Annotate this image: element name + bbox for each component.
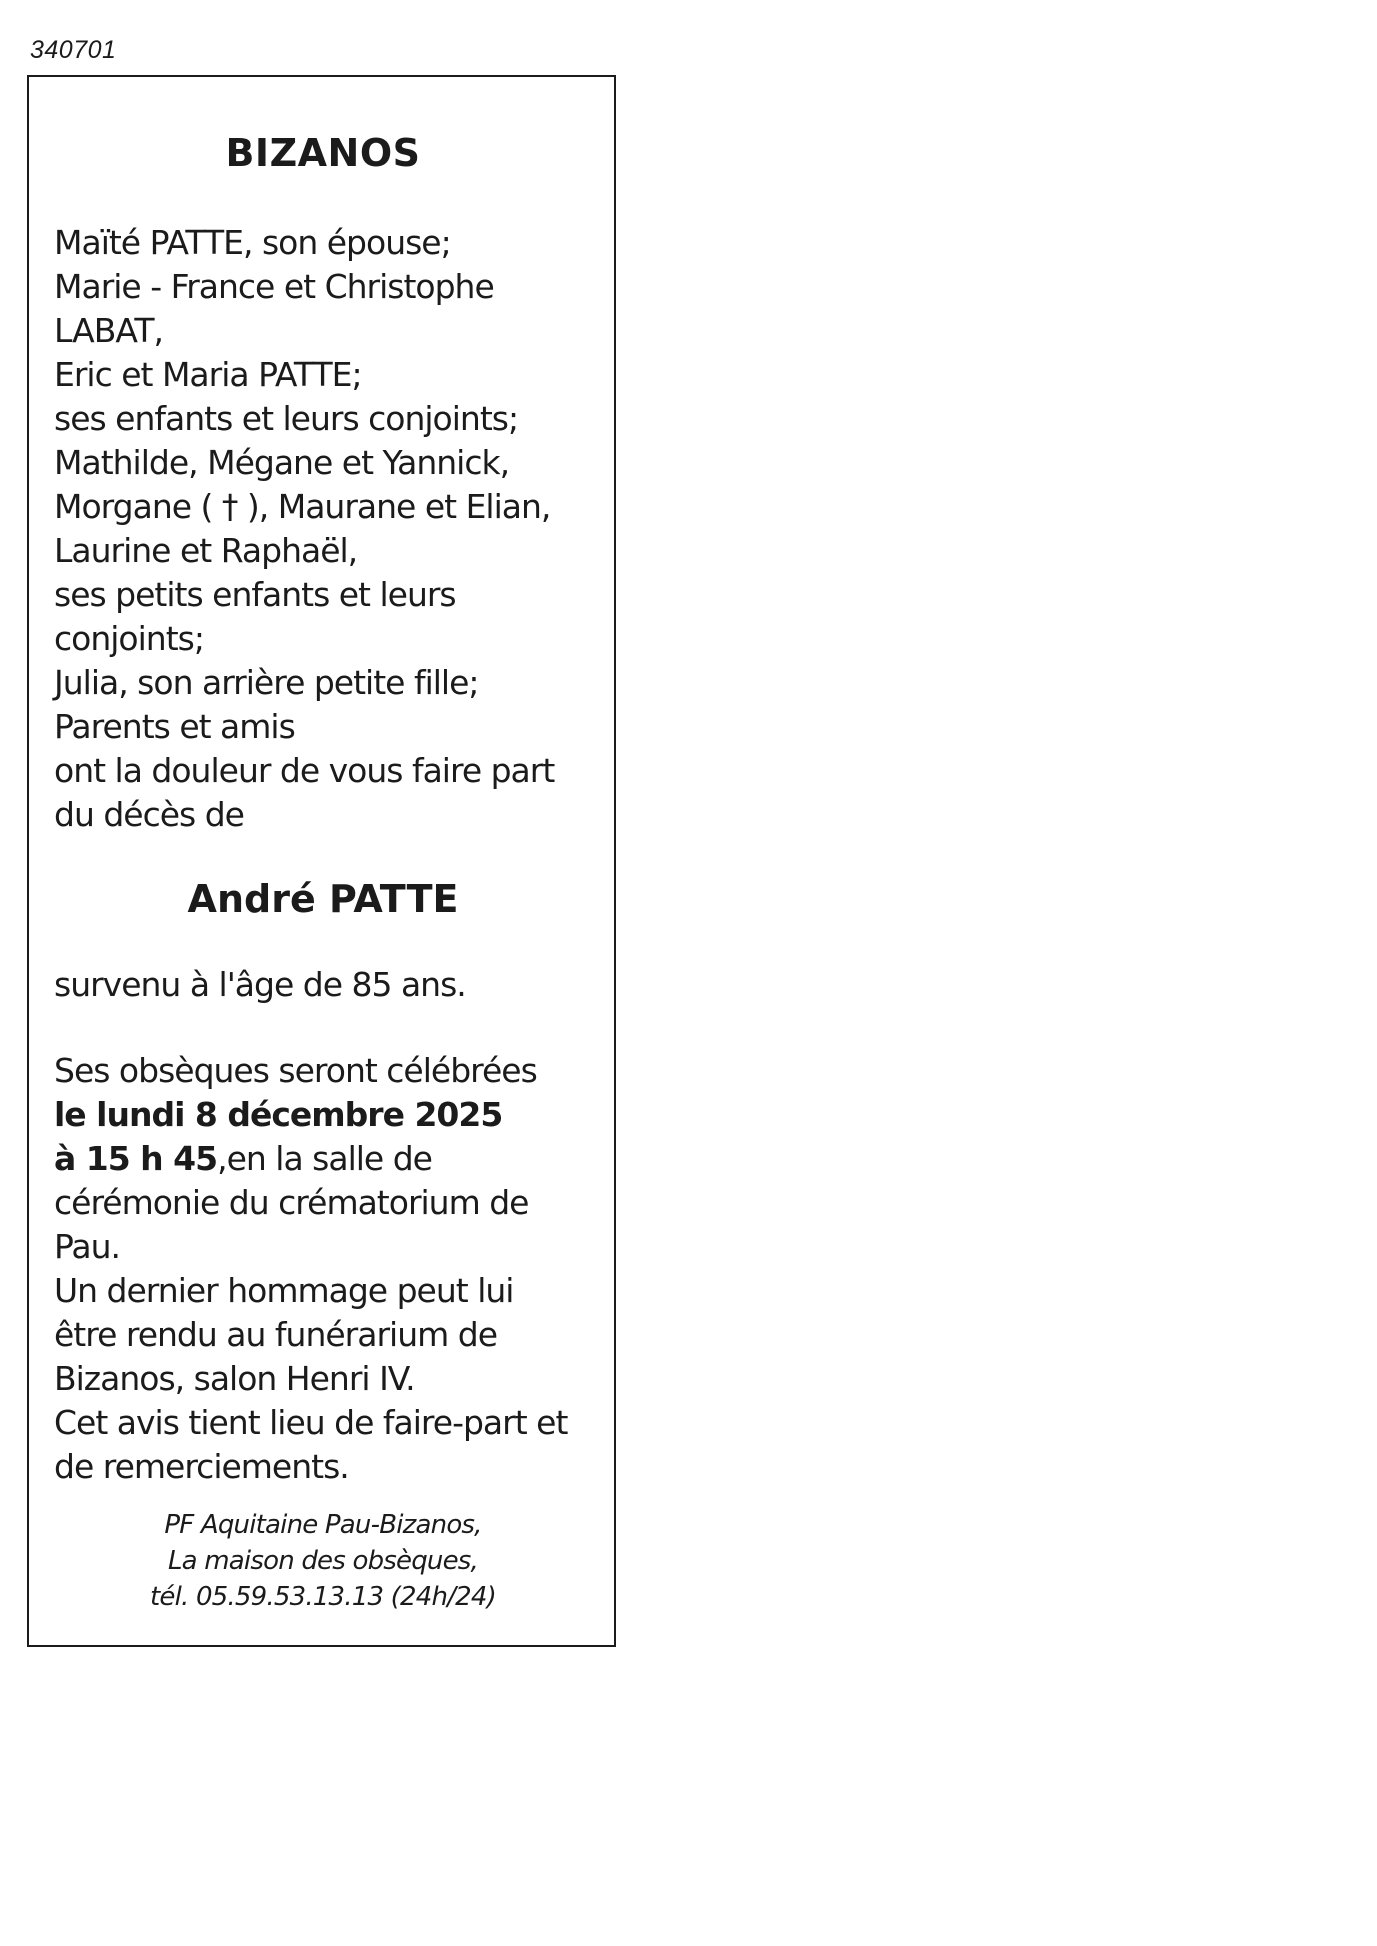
homage-line: Bizanos, salon Henri IV.: [54, 1359, 415, 1398]
ceremony-time: à 15 h 45: [54, 1139, 218, 1178]
family-line: Eric et Maria PATTE;: [54, 355, 362, 394]
ceremony-time-line: [54, 1137, 592, 1181]
family-list: [54, 221, 592, 837]
ceremony-place-line: cérémonie du crématorium de: [54, 1183, 529, 1222]
ceremony-place-line: Pau.: [54, 1227, 121, 1266]
family-line: Parents et amis: [54, 707, 295, 746]
funeral-home-footer: [54, 1507, 592, 1615]
reference-number: 340701: [30, 36, 117, 64]
funeral-home-phone: tél. 05.59.53.13.13 (24h/24): [150, 1582, 496, 1612]
family-line: Morgane ( † ), Maurane et Elian,: [54, 487, 551, 526]
ceremony-details: [54, 1049, 592, 1489]
homage-line: Un dernier hommage peut lui: [54, 1271, 514, 1310]
family-line: Julia, son arrière petite fille;: [54, 663, 479, 702]
family-line: LABAT,: [54, 311, 164, 350]
family-line: du décès de: [54, 795, 244, 834]
family-line: Maïté PATTE, son épouse;: [54, 223, 451, 262]
closing-line: de remerciements.: [54, 1447, 349, 1486]
family-line: conjoints;: [54, 619, 204, 658]
family-line: Laurine et Raphaël,: [54, 531, 358, 570]
ceremony-time-rest: ,en la salle de: [217, 1139, 432, 1178]
spacer: [54, 1007, 592, 1049]
ceremony-date: le lundi 8 décembre 2025: [54, 1095, 503, 1134]
closing-line: Cet avis tient lieu de faire-part et: [54, 1403, 568, 1442]
deceased-name: André PATTE: [187, 877, 459, 921]
family-line: Marie - France et Christophe: [54, 267, 494, 306]
family-line: Mathilde, Mégane et Yannick,: [54, 443, 510, 482]
town-heading: BIZANOS: [225, 131, 421, 175]
funeral-home-name: PF Aquitaine Pau-Bizanos,: [164, 1510, 482, 1540]
ceremony-intro: Ses obsèques seront célébrées: [54, 1051, 537, 1090]
family-line: ont la douleur de vous faire part: [54, 751, 555, 790]
family-line: ses enfants et leurs conjoints;: [54, 399, 519, 438]
funeral-home-tagline: La maison des obsèques,: [167, 1546, 478, 1576]
age-line: survenu à l'âge de 85 ans.: [54, 965, 466, 1004]
obituary-notice: [27, 75, 616, 1647]
family-line: ses petits enfants et leurs: [54, 575, 456, 614]
homage-line: être rendu au funérarium de: [54, 1315, 497, 1354]
